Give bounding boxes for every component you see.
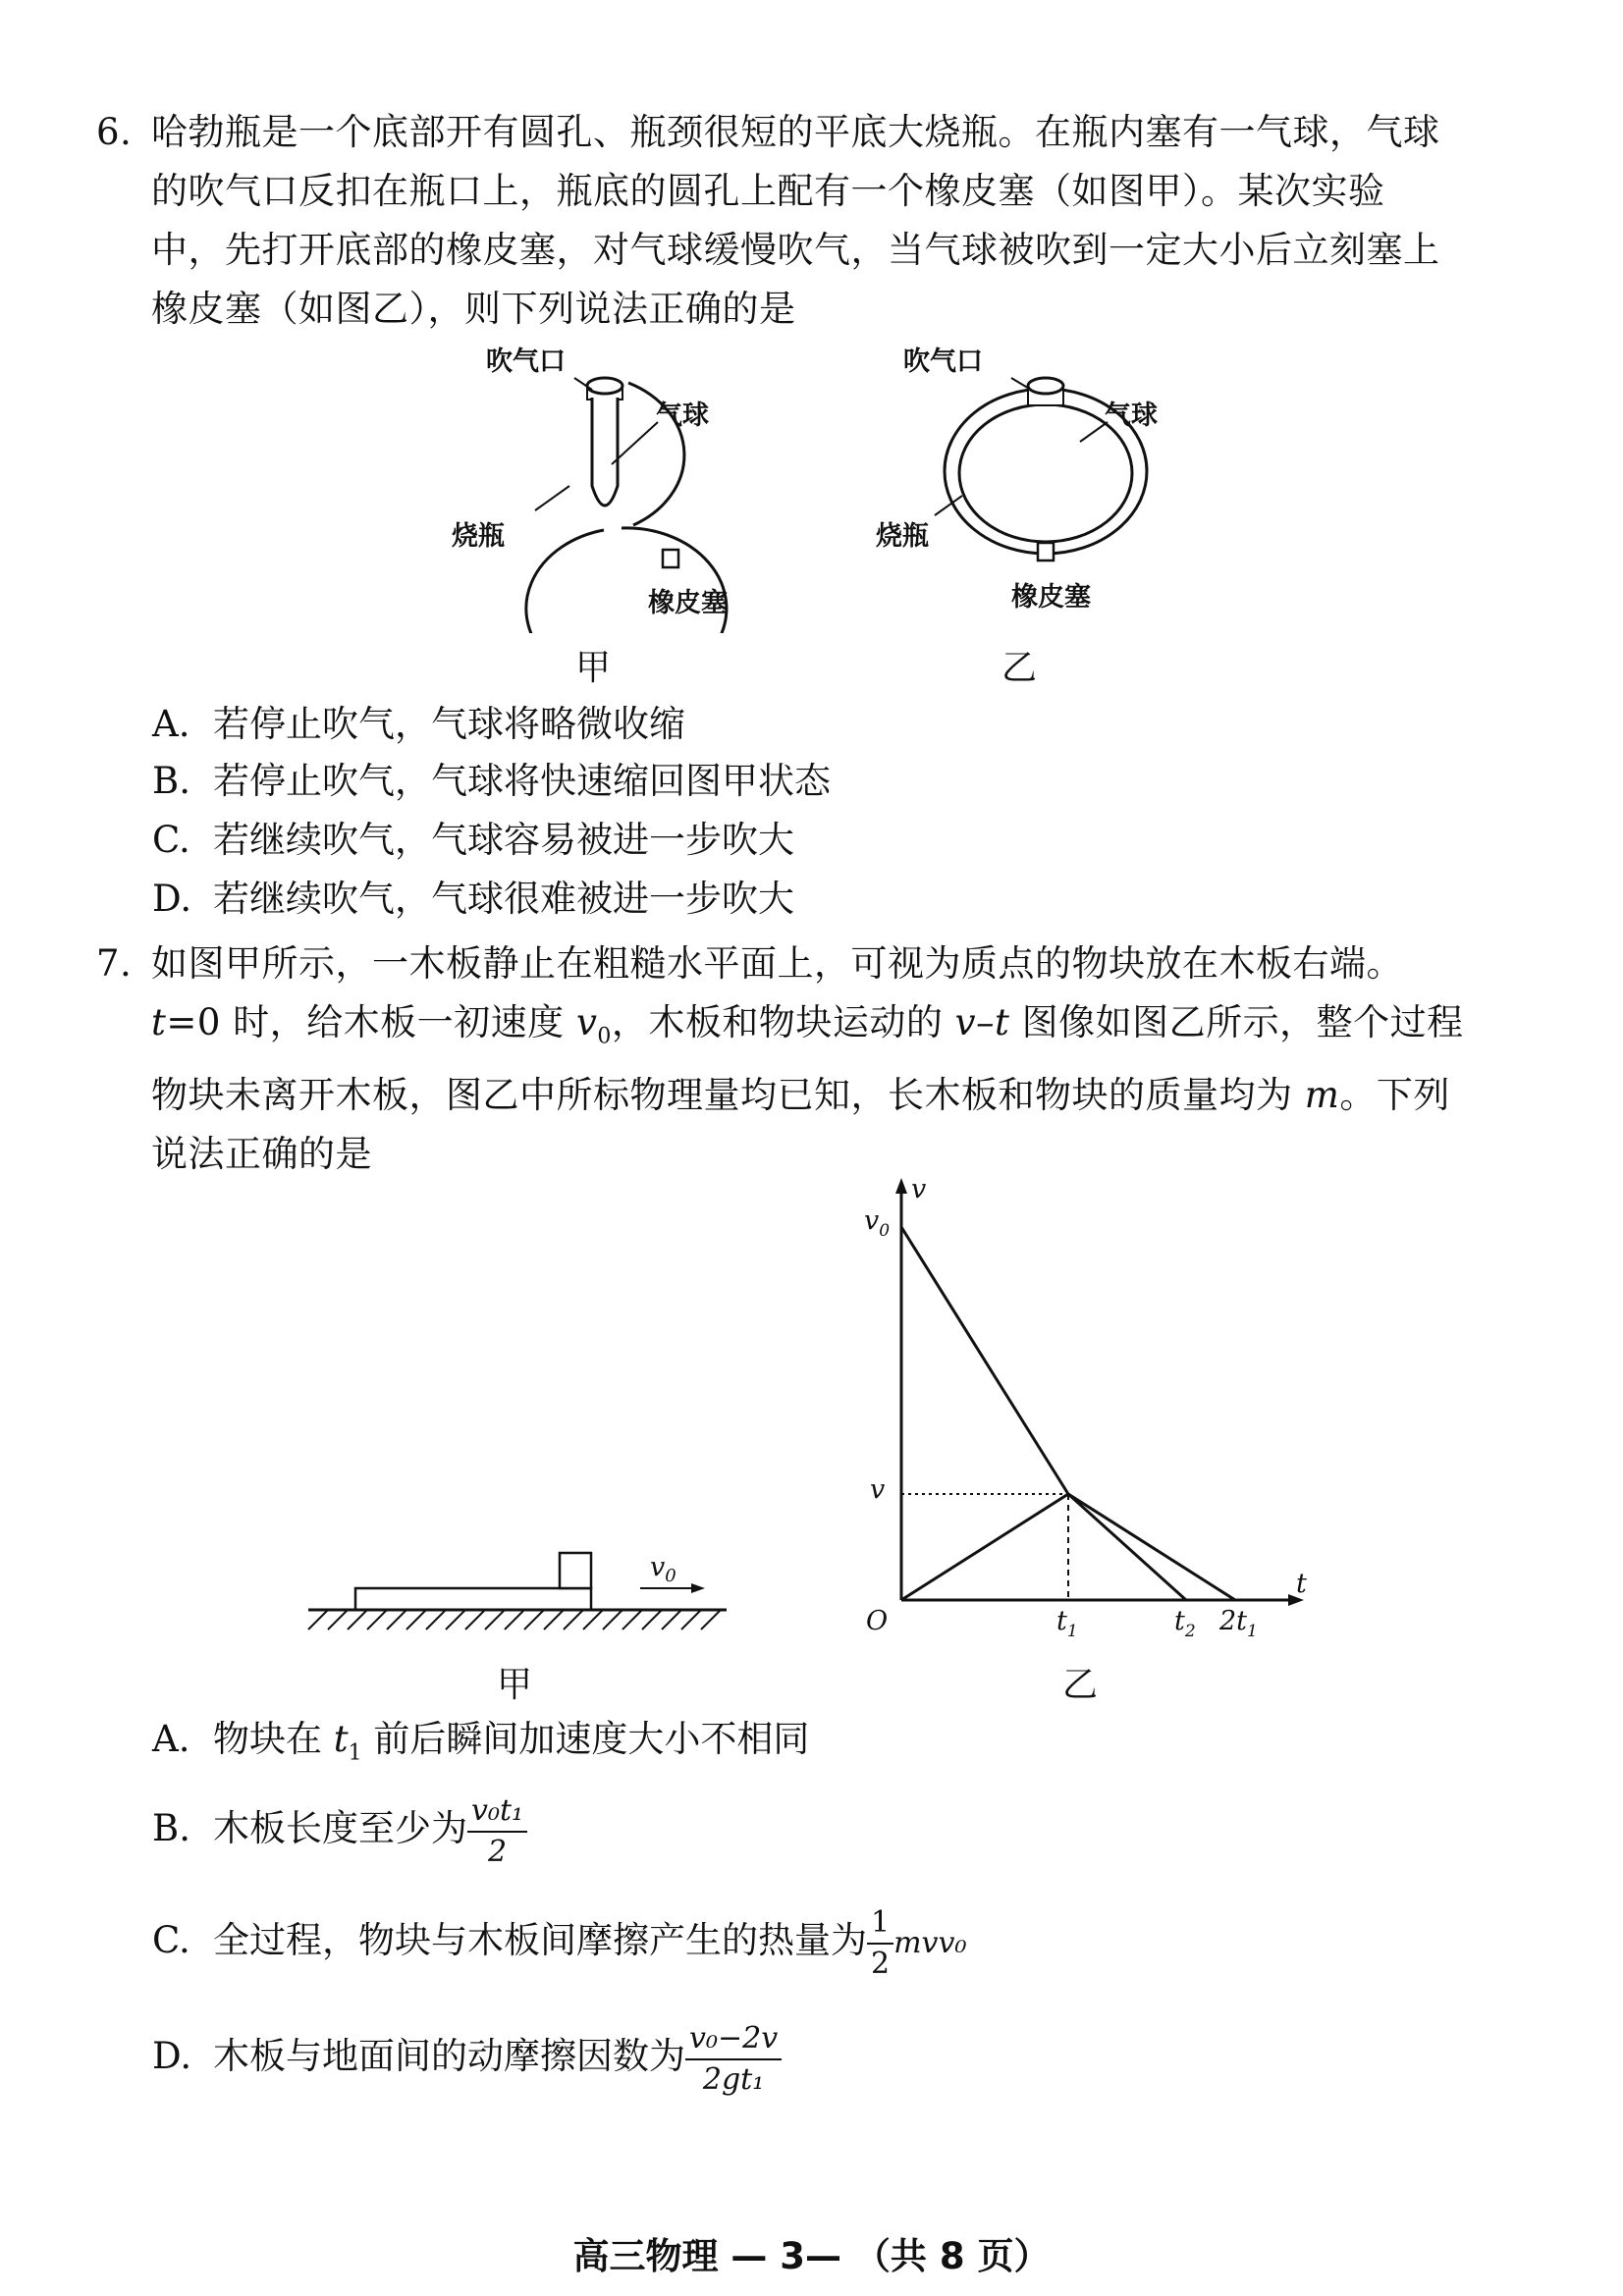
block-line-2 [1068,1494,1235,1600]
v0-tick-label: $v_0$ [864,1205,891,1241]
q6-yi-inlet-label: 吹气口 [903,347,983,377]
q6-line-4: 橡皮塞（如图乙），则下列说法正确的是 [151,288,796,330]
q6-option-c: C. 若继续吹气，气球容易被进一步吹大 [152,819,794,861]
q6-jia-balloon-label: 气球 [656,400,709,431]
q6-line-3: 中，先打开底部的橡皮塞，对气球缓慢吹气，当气球被吹到一定大小后立刻塞上 [151,229,1440,271]
q7-vt-graph [854,1168,1316,1639]
q7-option-c: C. 全过程，物块与木板间摩擦产生的热量为 $\frac{1}{2}$ mvv₀ [152,1896,966,1988]
t1-tick-label: $t_1$ [1056,1606,1078,1639]
q7-yi-caption: 乙 [1062,1665,1099,1705]
q6-number: 6. [96,111,133,153]
t-axis-label: t [1296,1569,1307,1599]
q7-option-d: D. 木板与地面间的动摩擦因数为 $\frac{\text{v₀−2v}}{\text{2gt₁}}$ [152,2012,782,2101]
q7-line-4: 说法正确的是 [151,1133,372,1176]
q7-option-a: A. 物块在 $t_1$ 前后瞬间加速度大小不相同 [152,1718,810,1766]
q6-line-1: 哈勃瓶是一个底部开有圆孔、瓶颈很短的平底大烧瓶。在瓶内塞有一气球，气球 [151,111,1440,153]
q6-yi-flask-label: 烧瓶 [876,521,929,552]
q7-jia-v0-label: $v_0$ [650,1552,676,1586]
two-t1-tick-label: $2t_1$ [1219,1606,1258,1639]
q6-jia-caption: 甲 [575,648,612,688]
q6-jia-stopper-label: 橡皮塞 [648,588,728,618]
q7-figure-jia [295,1531,746,1649]
q7-line-1: 如图甲所示，一木板静止在粗糙水平面上，可视为质点的物块放在木板右端。 [151,942,1403,985]
q6-line-2: 的吹气口反扣在瓶口上，瓶底的圆孔上配有一个橡皮塞（如图甲）。某次实验 [151,170,1385,212]
block-line-1 [901,1494,1068,1600]
q6-jia-inlet-label: 吹气口 [486,347,566,377]
board-line-1 [901,1227,1068,1494]
q6-figure-yi [864,339,1188,633]
q6-option-b: B. 若停止吹气，气球将快速缩回图甲状态 [152,760,831,802]
q7-line-2: t=0 时，给木板一初速度 $v_0$，木板和物块运动的 v–t 图像如图乙所示，整个过程 [151,1001,1464,1049]
q6-option-d: D. 若继续吹气，气球很难被进一步吹大 [152,878,794,920]
origin-label: O [866,1606,889,1636]
q6-yi-balloon-label: 气球 [1105,400,1158,431]
q6-option-a: A. 若停止吹气，气球将略微收缩 [152,703,685,745]
q7-stem [96,934,1464,1184]
q7-option-b: B. 木板长度至少为 $\frac{\text{v₀t₁}}{2}$ [152,1785,527,1873]
q6-figure-jia [432,339,756,633]
q7-line-3: 物块未离开木板，图乙中所标物理量均已知，长木板和物块的质量均为 m。下列 [151,1074,1450,1117]
q6-yi-caption: 乙 [1001,648,1038,688]
q7-d-fraction: $\frac{\text{v₀−2v}}{\text{2gt₁}}$ [685,2019,782,2100]
q7-number: 7. [96,942,133,985]
v-axis-label: v [911,1174,927,1204]
page-footer: 高三物理 — 3— （共 8 页） [572,2235,1051,2277]
q6-yi-stopper-label: 橡皮塞 [1011,582,1091,613]
v-tick-label: v [870,1474,886,1505]
q7-b-fraction: $\frac{\text{v₀t₁}}{2}$ [467,1791,527,1872]
q6-stem [96,103,1440,339]
t2-tick-label: $t_2$ [1174,1606,1196,1639]
q7-c-fraction: $\frac{1}{2}$ [867,1903,893,1984]
board-line-2 [1068,1494,1186,1600]
q7-jia-caption: 甲 [497,1665,533,1705]
q6-jia-flask-label: 烧瓶 [452,521,505,552]
